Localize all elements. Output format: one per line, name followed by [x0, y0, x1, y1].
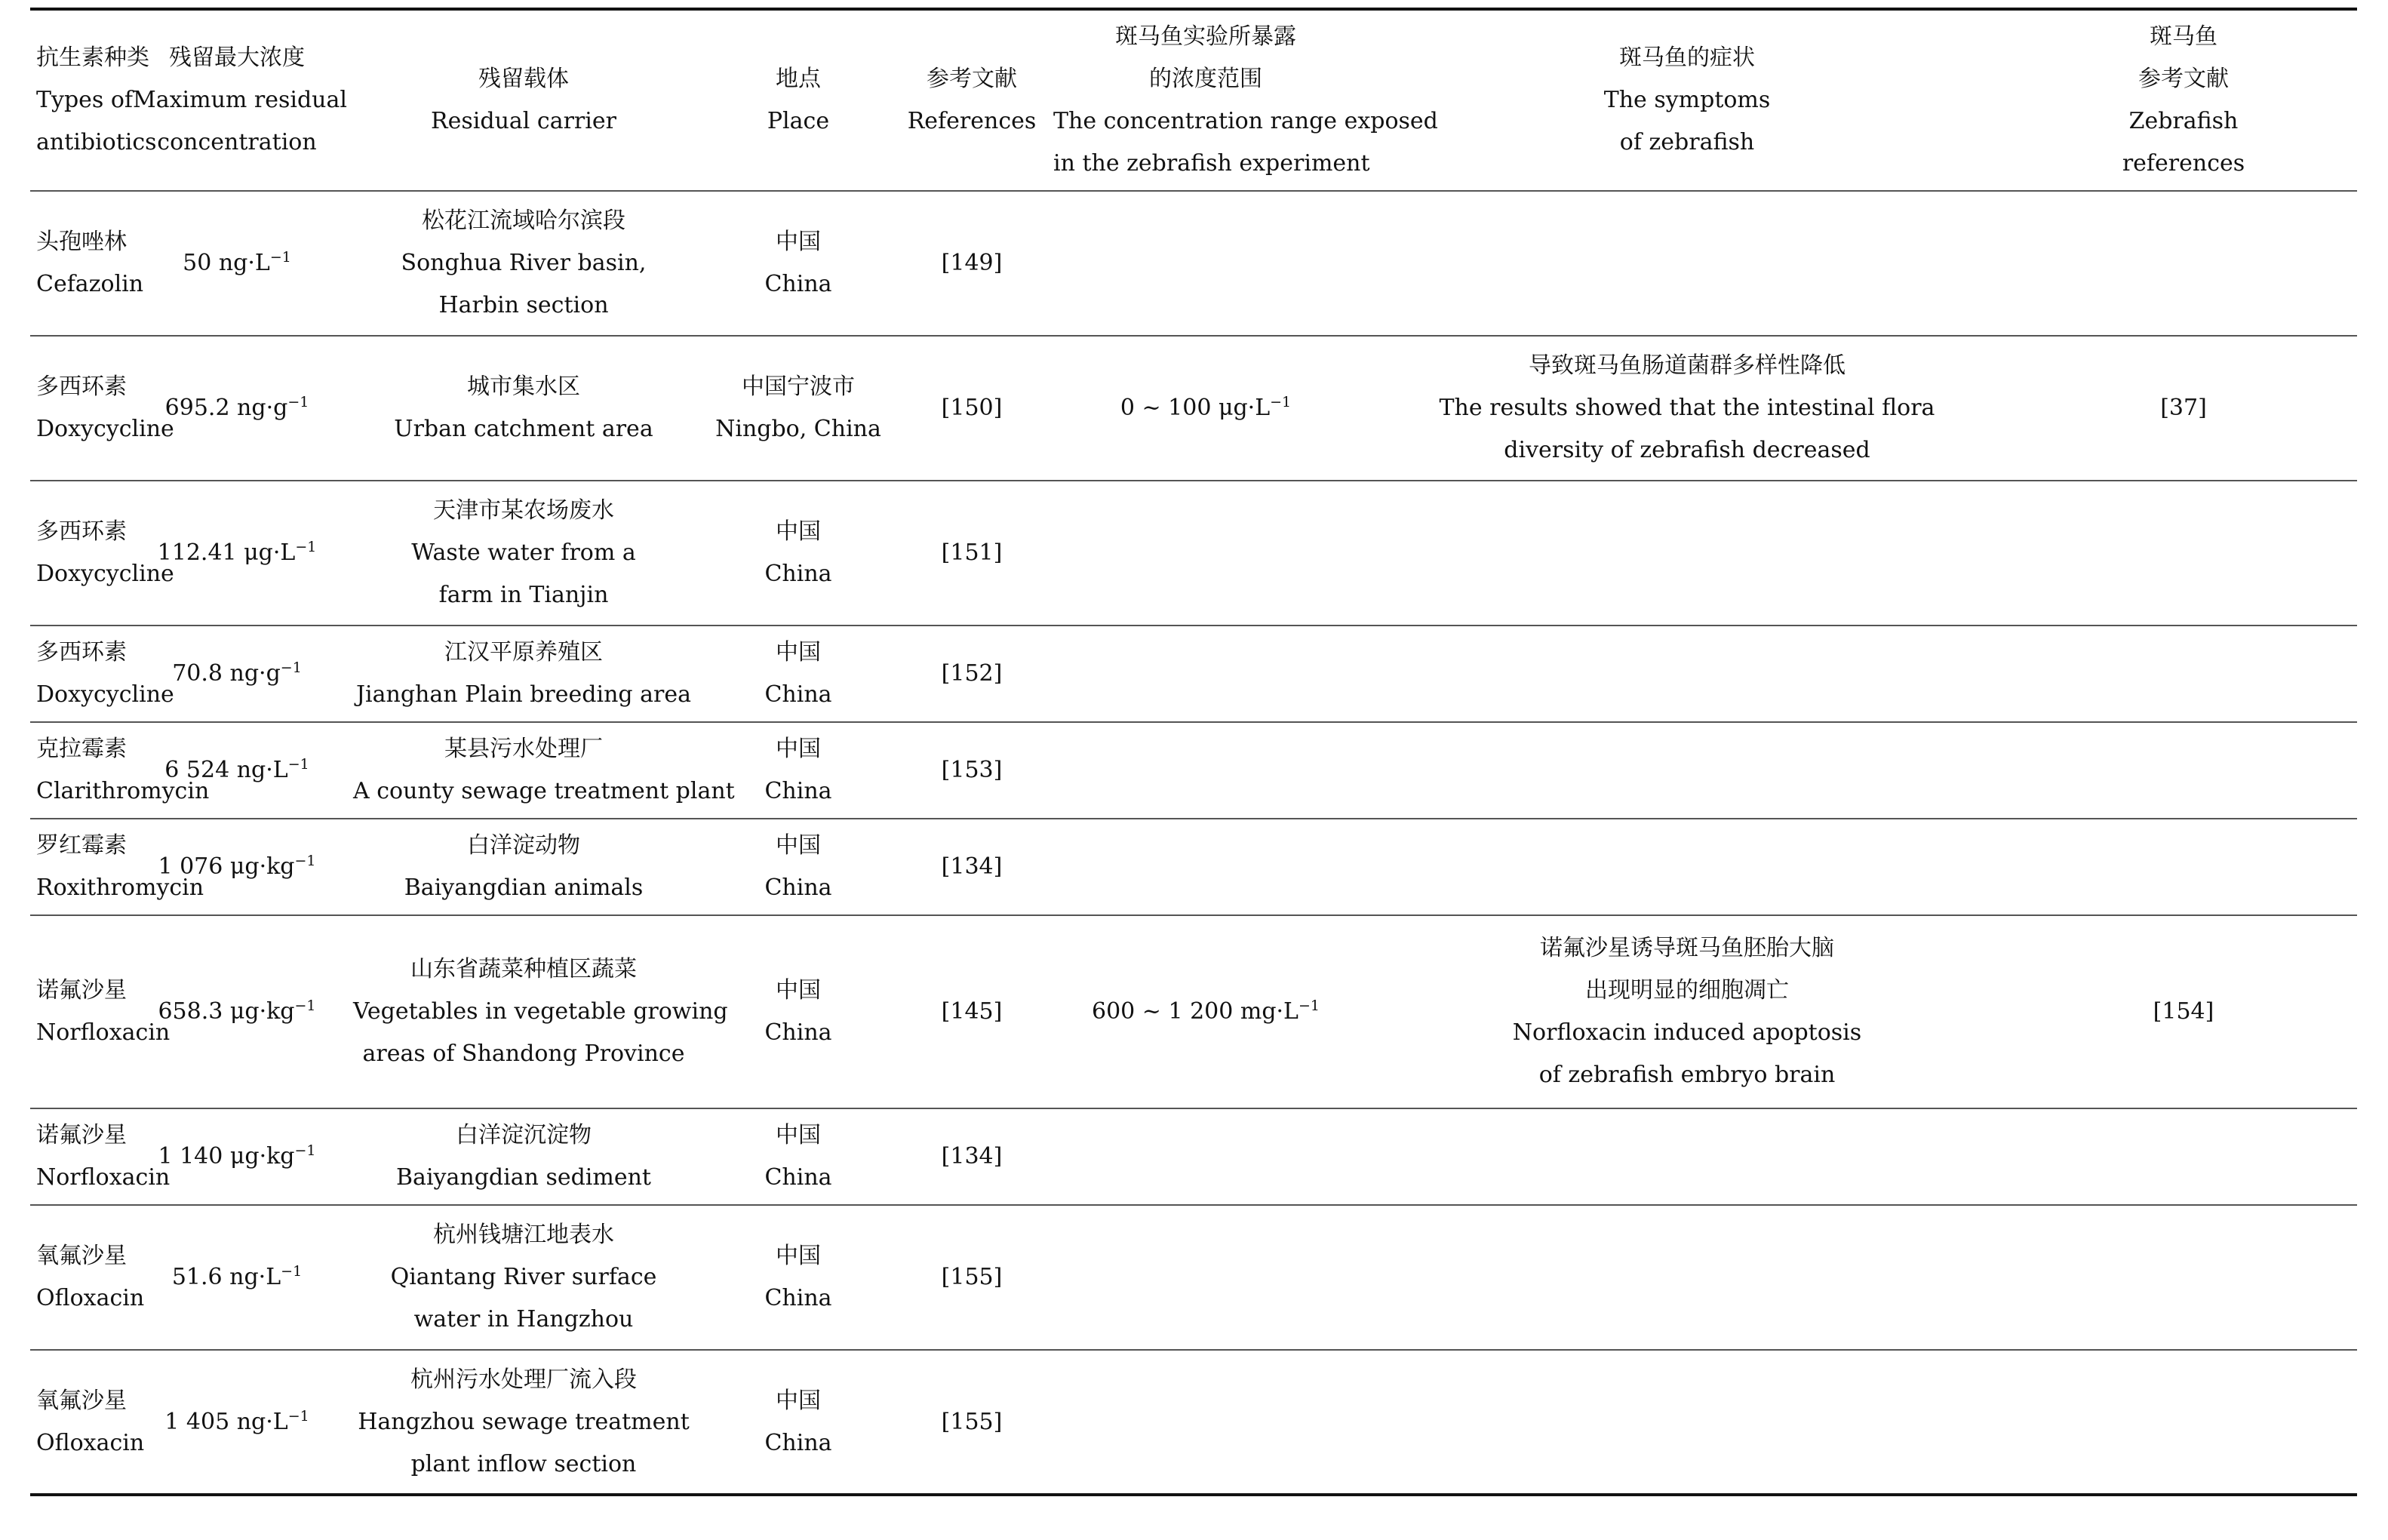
- cell-zebrafish-reference: [2010, 722, 2357, 819]
- header-zebrafish-references: 斑马鱼 参考文献 Zebrafish references: [2122, 23, 2245, 177]
- cell-residual-carrier: 白洋淀沉淀物 Baiyangdian sediment: [396, 1122, 651, 1191]
- table-row: [30, 1108, 2357, 1205]
- cell-symptoms: [1364, 1108, 2010, 1205]
- cell-antibiotic-type: 氧氟沙星 Ofloxacin: [36, 1387, 145, 1456]
- table-row: [30, 481, 2357, 626]
- cell-exposure-range: [1047, 481, 1364, 626]
- cell-reference: [145]: [941, 998, 1003, 1025]
- table-row: [30, 626, 2357, 722]
- cell-place: 中国 China: [764, 1122, 832, 1191]
- cell-exposure-range: 600 ~ 1 200 $mg\cdot L^{-1}$: [1091, 997, 1320, 1025]
- cell-exposure-range: [1047, 1350, 1364, 1495]
- cell-max-concentration: 51.6 $ng\cdot L^{-1}$: [171, 1263, 303, 1290]
- cell-zebrafish-reference: [2010, 819, 2357, 915]
- cell-antibiotic-type: 诺氟沙星 Norfloxacin: [36, 1122, 171, 1191]
- cell-antibiotic-type: 多西环素 Doxycycline: [36, 373, 174, 442]
- cell-antibiotic-type: 多西环素 Doxycycline: [36, 518, 174, 587]
- cell-zebrafish-reference: [154]: [2153, 998, 2214, 1025]
- cell-reference: [151]: [941, 539, 1003, 566]
- header-carrier: 残留载体 Residual carrier: [431, 66, 616, 134]
- antibiotic-residue-table: [30, 8, 2357, 1496]
- antibiotic-residue-table-container: [30, 8, 2357, 1496]
- cell-symptoms: [1364, 1205, 2010, 1350]
- cell-exposure-range: [1047, 722, 1364, 819]
- cell-place: 中国 China: [764, 1243, 832, 1311]
- table-row: [30, 915, 2357, 1108]
- cell-zebrafish-reference: [2010, 1205, 2357, 1350]
- cell-symptoms: 诺氟沙星诱导斑马鱼胚胎大脑 出现明显的细胞凋亡 Norfloxacin induced apoptosis of zebrafish embryo brain: [1512, 935, 1862, 1088]
- cell-max-concentration: 6 524 $ng\cdot L^{-1}$: [164, 756, 309, 783]
- cell-zebrafish-reference: [2010, 1108, 2357, 1205]
- cell-residual-carrier: 松花江流域哈尔滨段 Songhua River basin, Harbin section: [401, 207, 647, 318]
- cell-symptoms: [1364, 626, 2010, 722]
- cell-antibiotic-type: 罗红霉素 Roxithromycin: [36, 832, 204, 901]
- cell-symptoms: [1364, 191, 2010, 336]
- cell-exposure-range: [1047, 191, 1364, 336]
- cell-residual-carrier: 杭州钱塘江地表水 Qiantang River surface water in Hangzhou: [390, 1222, 657, 1333]
- cell-residual-carrier: 城市集水区 Urban catchment area: [394, 373, 653, 442]
- cell-symptoms: 导致斑马鱼肠道菌群多样性降低 The results showed that the intestinal flora diversity of zebrafish decreased: [1439, 352, 1935, 463]
- header-references: 参考文献 References: [907, 66, 1037, 134]
- table-row: [30, 819, 2357, 915]
- cell-max-concentration: 1 140 $\mu g\cdot kg^{-1}$: [158, 1142, 316, 1170]
- cell-zebrafish-reference: [2010, 191, 2357, 336]
- header-row: [30, 9, 2357, 191]
- cell-max-concentration: 1 076 $\mu g\cdot kg^{-1}$: [158, 853, 316, 880]
- cell-exposure-range: [1047, 1108, 1364, 1205]
- cell-reference: [155]: [941, 1264, 1003, 1290]
- cell-exposure-range: [1047, 819, 1364, 915]
- cell-residual-carrier: 天津市某农场废水 Waste water from a farm in Tianjin: [411, 497, 636, 608]
- cell-antibiotic-type: 头孢唑林 Cefazolin: [36, 229, 144, 297]
- header-place: 地点 Place: [767, 66, 830, 134]
- cell-zebrafish-reference: [2010, 481, 2357, 626]
- cell-zebrafish-reference: [37]: [2160, 395, 2207, 421]
- cell-symptoms: [1364, 481, 2010, 626]
- cell-zebrafish-reference: [2010, 1350, 2357, 1495]
- cell-max-concentration: 658.3 $\mu g\cdot kg^{-1}$: [158, 997, 316, 1025]
- cell-place: 中国 China: [764, 518, 832, 587]
- table-row: [30, 1205, 2357, 1350]
- cell-residual-carrier: 山东省蔬菜种植区蔬菜 Vegetables in vegetable growing areas of Shandong Province: [353, 956, 728, 1067]
- cell-residual-carrier: 江汉平原养殖区 Jianghan Plain breeding area: [356, 639, 691, 708]
- cell-reference: [153]: [941, 757, 1003, 783]
- cell-place: 中国 China: [764, 229, 832, 297]
- table-row: [30, 722, 2357, 819]
- table-row: [30, 1350, 2357, 1495]
- table-header: [30, 9, 2357, 191]
- cell-place: 中国 China: [764, 1387, 832, 1456]
- cell-place: 中国宁波市 Ningbo, China: [715, 373, 881, 442]
- cell-reference: [149]: [941, 250, 1003, 276]
- cell-exposure-range: [1047, 626, 1364, 722]
- cell-place: 中国 China: [764, 736, 832, 804]
- cell-max-concentration: 50 $ng\cdot L^{-1}$: [183, 249, 291, 276]
- header-symptoms: 斑马鱼的症状 The symptoms of zebrafish: [1603, 45, 1771, 155]
- cell-reference: [150]: [941, 395, 1003, 421]
- cell-zebrafish-reference: [2010, 626, 2357, 722]
- cell-symptoms: [1364, 1350, 2010, 1495]
- cell-antibiotic-type: 氧氟沙星 Ofloxacin: [36, 1243, 145, 1311]
- cell-reference: [134]: [941, 853, 1003, 880]
- cell-residual-carrier: 某县污水处理厂 A county sewage treatment plant: [353, 736, 735, 804]
- cell-max-concentration: 70.8 $ng\cdot g^{-1}$: [172, 659, 302, 687]
- table-body: [30, 191, 2357, 1495]
- cell-max-concentration: 1 405 $ng\cdot L^{-1}$: [164, 1407, 309, 1435]
- header-exposure-range: 斑马鱼实验所暴露 的浓度范围 The concentration range exposed in the zebrafish experiment: [1053, 23, 1438, 177]
- cell-max-concentration: 112.41 $\mu g\cdot L^{-1}$: [157, 539, 317, 566]
- cell-symptoms: [1364, 819, 2010, 915]
- cell-place: 中国 China: [764, 832, 832, 901]
- cell-exposure-range: 0 ~ 100 $\mu g\cdot L^{-1}$: [1120, 394, 1292, 421]
- cell-antibiotic-type: 多西环素 Doxycycline: [36, 639, 174, 708]
- table-row: [30, 336, 2357, 481]
- cell-residual-carrier: 白洋淀动物 Baiyangdian animals: [404, 832, 644, 901]
- cell-reference: [134]: [941, 1143, 1003, 1170]
- header-type: 抗生素种类 Types of antibiotics: [36, 45, 157, 155]
- cell-max-concentration: 695.2 $ng\cdot g^{-1}$: [164, 394, 309, 421]
- table-row: [30, 191, 2357, 336]
- header-concentration: 残留最大浓度 Maximum residual concentration: [133, 45, 347, 155]
- cell-exposure-range: [1047, 1205, 1364, 1350]
- cell-reference: [155]: [941, 1408, 1003, 1435]
- cell-symptoms: [1364, 722, 2010, 819]
- cell-antibiotic-type: 克拉霉素 Clarithromycin: [36, 736, 210, 804]
- cell-place: 中国 China: [764, 639, 832, 708]
- cell-place: 中国 China: [764, 977, 832, 1046]
- cell-reference: [152]: [941, 660, 1003, 687]
- cell-antibiotic-type: 诺氟沙星 Norfloxacin: [36, 977, 171, 1046]
- cell-residual-carrier: 杭州污水处理厂流入段 Hangzhou sewage treatment plant inflow section: [358, 1366, 690, 1477]
